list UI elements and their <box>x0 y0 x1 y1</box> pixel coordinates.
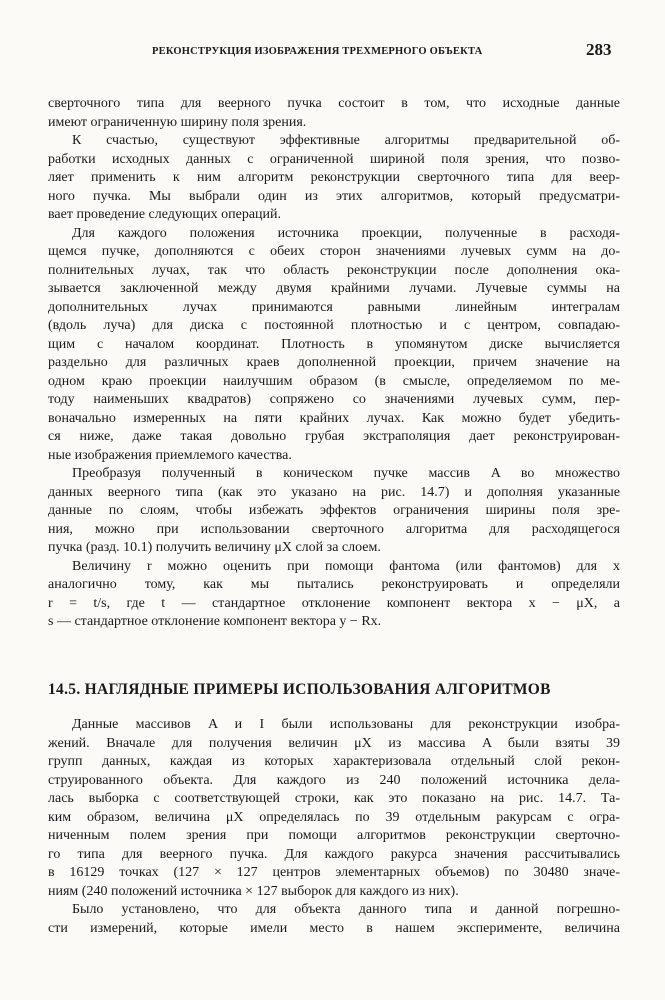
text-line: тоду наименьших квадратов) сопряжено со значениями лучевых сумм, пер- <box>48 392 620 407</box>
section-heading: 14.5. НАГЛЯДНЫЕ ПРИМЕРЫ ИСПОЛЬЗОВАНИЯ АЛГОРИТМОВ <box>48 681 551 698</box>
text-line: го типа для веерного пучка. Для каждого ракурса значения рассчитывались <box>48 846 620 862</box>
text-line: данные по слоям, чтобы избежать эффектов ограничения ширины поля зре- <box>48 503 620 518</box>
text-line: струированного объекта. Для каждого из 240 положений источника дела- <box>48 772 620 788</box>
text-line: Для каждого положения источника проекции, полученные в расходя- <box>72 225 620 241</box>
text-line: воначально измеренных на пяти крайних лучах. Как можно будет убедить- <box>48 410 620 426</box>
paragraph <box>48 132 620 225</box>
text-line: сти измерений, которые имели место в нашем эксперименте, величина <box>48 920 620 936</box>
text-line: щемся пучке, дополняются с обеих сторон значениями лучевых сумм на до- <box>48 244 620 259</box>
text-line: полнительных лучах, так что область реконструкции после дополнения ока- <box>48 262 620 278</box>
paragraph <box>48 716 620 901</box>
text-line: К счастью, существуют эффективные алгоритмы предварительной об- <box>72 133 620 148</box>
text-line: ния, можно при использовании сверточного алгоритма для расходящегося <box>48 521 620 537</box>
text-line: сверточного типа для веерного пучка состоит в том, что исходные данные <box>48 96 620 111</box>
text-line: работки исходных данных с ограниченной шириной поля зрения, что позво- <box>48 151 620 167</box>
running-title: РЕКОНСТРУКЦИЯ ИЗОБРАЖЕНИЯ ТРЕХМЕРНОГО ОБЪЕКТА <box>152 46 483 57</box>
page-number: 283 <box>586 40 612 59</box>
text-line: (вдоль луча) для диска с постоянной плотностью и с центром, совпадаю- <box>48 318 620 333</box>
text-line: s — стандартное отклонение компонент вектора y − Rx. <box>48 614 382 629</box>
text-line: групп данных, каждая из которых характеризовала отдельный слой рекон- <box>48 754 620 769</box>
body-text-bottom <box>48 716 620 938</box>
text-line: в 16129 точках (127 × 127 центров элементарных объемов) по 30480 значе- <box>48 865 620 880</box>
text-line: ного пучка. Мы выбрали один из этих алгоритмов, который предусматри- <box>48 188 620 204</box>
paragraph <box>48 558 620 632</box>
paragraph <box>48 95 620 132</box>
text-line: лась выборка с соответствующей строки, как это показано на рис. 14.7. Та- <box>48 791 620 806</box>
body-text-top <box>48 95 620 632</box>
text-line: дополнительных лучах принимаются равными линейным интегралам <box>48 299 620 315</box>
text-line: r = t/s, где t — стандартное отклонение компонент вектора x − μX, а <box>48 595 620 611</box>
text-line: ные изображения приемлемого качества. <box>48 447 292 463</box>
text-line: ляет применить к ним алгоритм реконструкции сверточного типа для веер- <box>48 170 620 185</box>
text-line: ниченным полем зрения при помощи алгоритмов реконструкции сверточно- <box>48 828 620 843</box>
text-line: ся ниже, даже такая довольно грубая экстраполяция дает реконструирован- <box>48 429 620 444</box>
text-line: вает проведение следующих операций. <box>48 207 282 222</box>
text-line: пучка (разд. 10.1) получить величину μX слой за слоем. <box>48 540 381 555</box>
text-line: ким образом, величина μX определялась по 39 отдельным ракурсам с огра- <box>48 809 620 825</box>
paragraph <box>48 901 620 938</box>
text-line: раздельно для различных краев дополненной проекции, причем значение на <box>48 355 620 370</box>
text-line: Преобразуя полученный в коническом пучке массив A во множество <box>72 466 620 481</box>
text-line: ниям (240 положений источника × 127 выборок для каждого из них). <box>48 883 459 899</box>
paragraph <box>48 225 620 466</box>
text-line: одном краю проекции наилучшим образом (в смысле, определяемом по ме- <box>48 373 620 389</box>
text-line: щим с началом координат. Плотность в упомянутом диске вычисляется <box>48 336 620 352</box>
text-line: Было установлено, что для объекта данного типа и данной погрешно- <box>72 902 620 917</box>
text-line: зывается заключенной между двумя крайними лучами. Лучевые суммы на <box>48 281 620 296</box>
running-head <box>0 40 665 64</box>
text-line: жений. Вначале для получения величин μX из массива A были взяты 39 <box>48 735 620 751</box>
text-line: Величину r можно оценить при помощи фантома (или фантомов) для x <box>72 558 620 574</box>
text-line: аналогично тому, как мы пытались реконструировать и определяли <box>48 577 620 592</box>
text-line: имеют ограниченную ширину поля зрения. <box>48 114 307 130</box>
text-line: Данные массивов A и I были использованы для реконструкции изобра- <box>72 717 620 732</box>
paragraph <box>48 465 620 558</box>
text-line: данных веерного типа (как это указано на рис. 14.7) и дополняя указанные <box>48 484 620 500</box>
